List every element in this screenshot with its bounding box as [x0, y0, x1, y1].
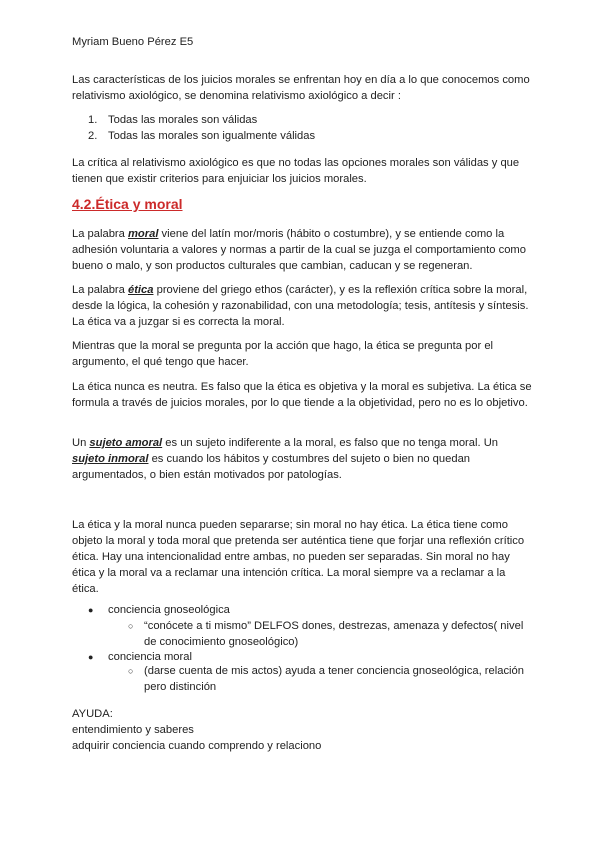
text-run: es cuando los hábitos y costumbres del sujeto o bien no quedan argumentados, o bien están motivados por patologías. — [72, 453, 471, 481]
list-item-text: Todas las morales son igualmente válidas — [108, 130, 316, 142]
sub-bullet-marker: ○ — [128, 621, 134, 631]
sub-bullet-item — [128, 618, 528, 650]
text-run: es un sujeto indiferente a la moral, es falso que no tenga moral. Un — [162, 437, 498, 449]
text-run: viene del latín mor/moris (hábito o costumbre), y se entiende como la adhesión voluntaria a valores y normas a partir de la cual se juzga el comportamiento como bueno o malo, y son productos culturales que cambian, caducan y se regeneran. — [72, 228, 526, 272]
list-item-text: Todas las morales son válidas — [108, 114, 258, 126]
page-header: Myriam Bueno Pérez E5 — [72, 36, 194, 48]
ayuda-title: AYUDA: — [72, 708, 113, 720]
term-sujeto-inmoral: sujeto inmoral — [72, 453, 149, 465]
etica-definition-paragraph — [72, 282, 532, 330]
intro-paragraph: Las características de los juicios morales se enfrentan hoy en día a lo que conocemos como relativismo axiológico, se denomina relativismo axiológico a decir : — [72, 74, 530, 102]
term-etica: ética — [127, 284, 154, 296]
list-marker: 1. — [88, 114, 98, 126]
sub-bullet-text: “conócete a ti mismo” DELFOS dones, destrezas, amenaza y defectos( nivel de conocimiento gnoseológico) — [144, 620, 524, 648]
list-item — [72, 128, 315, 144]
list-marker: 2. — [88, 130, 98, 142]
text-run: Un — [72, 437, 90, 449]
neutra-paragraph: La ética nunca es neutra. Es falso que la ética es objetiva y la moral es subjetiva. La ética se formula a través de juicios morales, por lo que tiende a la objetividad, pero no es lo objetivo. — [72, 381, 532, 409]
term-moral: moral — [127, 228, 159, 240]
numbered-list — [72, 112, 315, 144]
separar-paragraph: La ética y la moral nunca pueden separarse; sin moral no hay ética. La ética tiene como objeto la moral y toda moral que pretenda ser auténtica tiene que forjar una reflexión crítico ética. Hay una intencionalidad entre ambas, no pueden ser separadas. Sin moral no hay ética y la moral va a reclamar una intención crítica. La moral siempre va a reclamar a la ética. — [72, 519, 525, 595]
term-sujeto-amoral: sujeto amoral — [89, 437, 163, 449]
moral-definition-paragraph — [72, 226, 532, 274]
pregunta-paragraph: Mientras que la moral se pregunta por la acción que hago, la ética se pregunta por el argumento, el qué tengo que hacer. — [72, 340, 494, 368]
text-run: La palabra — [72, 284, 128, 296]
bullet-item — [88, 602, 528, 618]
section-heading: 4.2.Ética y moral — [72, 196, 183, 212]
ayuda-block — [72, 706, 532, 754]
bullet-text: conciencia moral — [108, 651, 192, 663]
ayuda-line: adquirir conciencia cuando comprendo y relaciono — [72, 740, 322, 752]
sub-bullet-text: (darse cuenta de mis actos) ayuda a tener conciencia gnoseológica, relación pero distinción — [144, 665, 524, 693]
bullet-text: conciencia gnoseológica — [108, 604, 230, 616]
bullet-marker: ● — [88, 652, 94, 662]
sub-bullet-marker: ○ — [128, 666, 134, 676]
text-run: La palabra — [72, 228, 128, 240]
sub-bullet-item — [128, 663, 528, 695]
ayuda-line: entendimiento y saberes — [72, 724, 194, 736]
critique-paragraph: La crítica al relativismo axiológico es que no todas las opciones morales son válidas y que tienen que existir criterios para enjuiciar los juicios morales. — [72, 157, 520, 185]
text-run: proviene del griego ethos (carácter), y es la reflexión crítica sobre la moral, desde la lógica, la cohesión y razonabilidad, con una metodología; tesis, antítesis y síntesis. La ética va a juzgar si es correcta la moral. — [72, 284, 529, 328]
list-item — [72, 112, 315, 128]
bullet-marker: ● — [88, 605, 94, 615]
sujeto-paragraph — [72, 435, 532, 483]
